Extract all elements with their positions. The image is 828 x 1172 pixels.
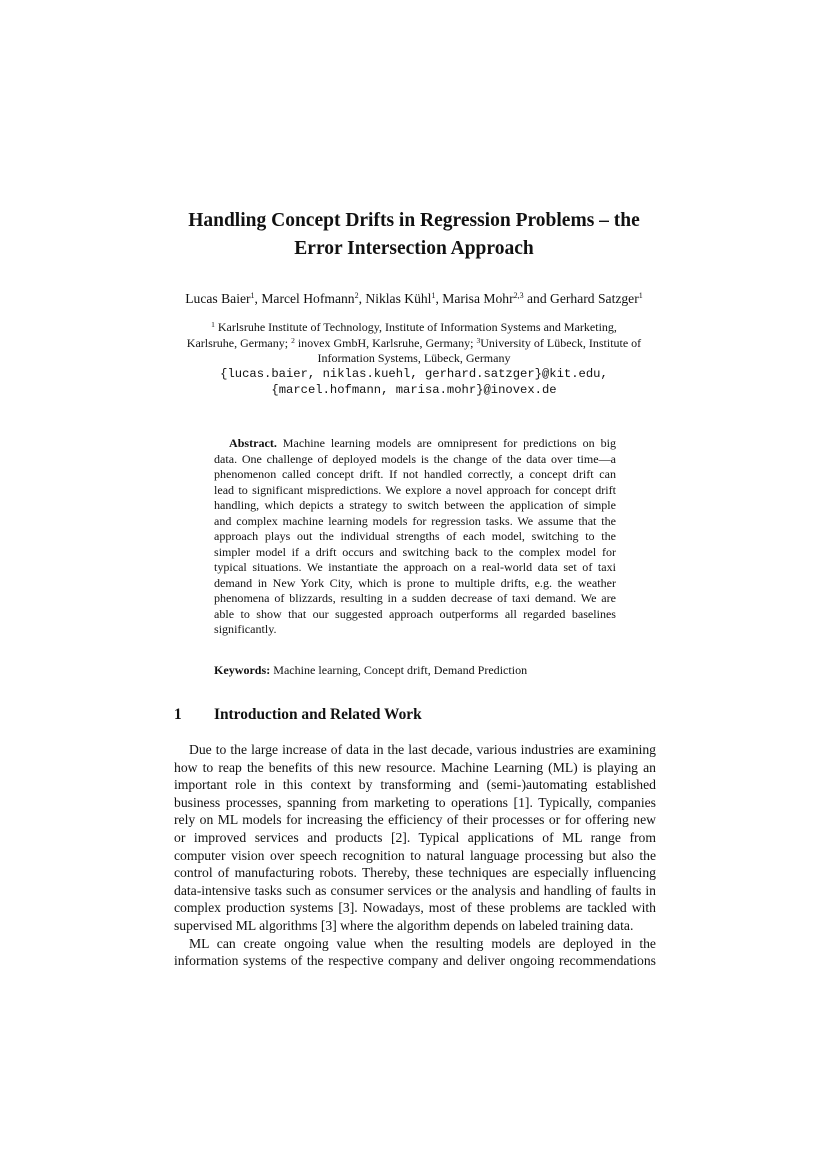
body-paragraphs [174,741,656,970]
author-separator: , [254,291,262,306]
author-name: Lucas Baier [185,291,251,306]
author-separator: , [435,291,443,306]
affiliation-mark: 3 [476,335,481,345]
body-line: business processes, spanning from marketing to operations [1]. Typically, companies [174,794,656,810]
author-name: Marcel Hofmann [261,291,355,306]
abstract-line: lead to significant mispredictions. We explore a novel approach for concept drift [214,482,616,497]
abstract-line: able to show that our suggested approach outperforms all regarded baselines [214,606,616,621]
body-line: rely on ML models for increasing the efficiency of their processes or for offering new [174,812,656,828]
section-number: 1 [174,706,182,723]
body-line: or improved services and products [2]. Typical applications of ML range from [174,829,656,845]
affiliation-text: Karlsruhe Institute of Technology, Institute of Information Systems and Marketing, [214,320,617,334]
keywords-text: Machine learning, Concept drift, Demand Prediction [270,663,528,677]
title-line: Handling Concept Drifts in Regression Problems – the [188,210,640,231]
author-separator: , [358,291,366,306]
author-name: Niklas Kühl [365,291,432,306]
body-line: control of manufacturing robots. Thereby, these techniques are especially influencing [174,865,656,881]
abstract-line: and complex machine learning models for regression tasks. We assume that the [214,513,616,528]
author-affiliation-mark: 1 [250,291,255,300]
body-line: information systems of the respective company and deliver ongoing recommendations [174,953,656,969]
abstract-text: Machine learning models are omnipresent for predictions on big [276,436,616,450]
abstract-line: handling, which depicts a strategy to switch between the application of simple [214,498,616,512]
affiliation-line [150,336,678,352]
abstract-label: Abstract. [229,436,277,450]
abstract-line: data. One challenge of deployed models is the change of the data over time—a [214,451,616,466]
abstract-line: significantly. [214,622,277,636]
body-line: how to reap the benefits of this new resource. Machine Learning (ML) is playing an [174,759,656,775]
body-line: data-intensive tasks such as consumer services or the analysis and handling of faults in [174,882,656,898]
abstract-line: phenomenon called concept drift. If not handled correctly, a concept drift can [214,467,616,481]
affiliation-mark: 1 [211,320,215,329]
keywords-label: Keywords: [214,663,271,677]
abstract-line: simpler model if a drift occurs and switching back to the complex model for [214,544,616,559]
body-line: supervised ML algorithms [3] where the algorithm depends on labeled training data. [174,917,634,933]
author-affiliation-mark: 1 [431,291,436,300]
body-line: Due to the large increase of data in the last decade, various industries are examining [189,742,656,757]
abstract [214,436,616,638]
author-emails [150,366,678,398]
abstract-line: demand in New York City, which is prone to multiple drifts, e.g. the weather [214,575,616,590]
body-line: complex production systems [3]. Nowadays, most of these problems are tackled with [174,900,656,916]
affiliations [150,320,678,367]
title-line: Error Intersection Approach [294,238,534,259]
email-line: {lucas.baier, niklas.kuehl, gerhard.satzger}@kit.edu, [220,367,608,381]
author-list [100,290,728,308]
affiliation-text: inovex GmbH, Karlsruhe, Germany; [294,335,477,350]
section-title: Introduction and Related Work [214,706,422,723]
email-line: {marcel.hofmann, marisa.mohr}@inovex.de [271,383,557,397]
author-name: Marisa Mohr [442,291,514,306]
abstract-line: approach plays out the individual strengths of each model, switching to the [214,529,616,543]
section-heading [174,704,422,726]
author-name: Gerhard Satzger [550,291,639,306]
body-line: important role in this context by transforming and (semi-)automating established [174,777,656,793]
affiliation-line [150,320,678,336]
author-affiliation-mark: 2,3 [513,291,524,300]
keywords [214,662,616,678]
author-separator: and [523,291,551,306]
abstract-line [214,436,616,452]
paper-title [150,207,678,263]
affiliation-text: Karlsruhe, Germany; [186,335,292,350]
affiliation-mark: 2 [291,335,295,345]
affiliation-line: Information Systems, Lübeck, Germany [317,351,511,365]
abstract-line: typical situations. We instantiate the approach on a real-world data set of taxi [214,560,616,574]
body-line: ML can create ongoing value when the resulting models are deployed in the [189,935,656,951]
affiliation-text: University of Lübeck, Institute of [480,335,642,350]
body-line: computer vision over speech recognition to natural language processing but also the [174,847,656,863]
author-affiliation-mark: 1 [638,291,643,300]
author-affiliation-mark: 2 [354,291,359,300]
abstract-line: phenomena of blizzards, resulting in a sudden decrease of taxi demand. We are [214,591,616,605]
